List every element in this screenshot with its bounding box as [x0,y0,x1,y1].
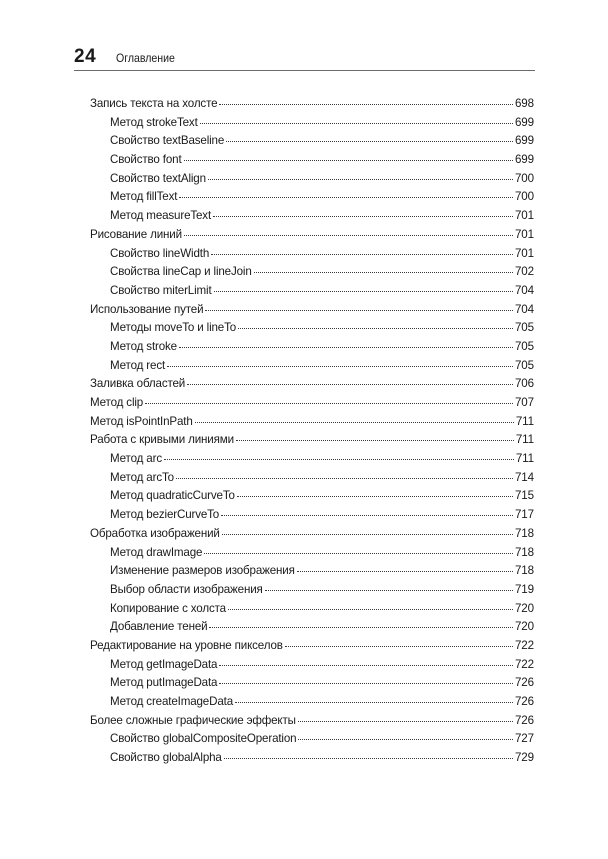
toc-entry-page-number: 717 [514,508,534,522]
dot-leader [297,570,513,572]
toc-entry-title: Копирование с холста [110,601,226,615]
toc-entry-title: Метод drawImage [110,545,203,559]
dot-leader [164,458,514,460]
toc-subsection-entry [90,245,534,264]
dot-leader [145,402,513,404]
toc-entry-page-number: 729 [514,751,534,765]
dot-leader [265,589,513,591]
toc-subsection-entry [90,263,534,282]
toc-entry-page-number: 701 [514,246,534,260]
toc-entry-title: Метод createImageData [110,695,233,708]
dot-leader [298,738,512,740]
dot-leader [167,365,513,367]
toc-entry-page-number: 718 [514,526,534,540]
toc-entry-page-number: 698 [514,97,534,110]
toc-entry-page-number: 711 [515,452,534,466]
toc-entry-page-number: 714 [514,470,534,484]
toc-entry-title: Рисование линий [90,227,182,241]
toc-subsection-entry [90,282,534,301]
header-divider [74,70,535,71]
toc-subsection-entry [90,319,534,338]
toc-entry-title: Свойство lineWidth [110,246,210,260]
toc-subsection-entry [90,618,534,637]
toc-entry-title: Метод strokeText [110,115,198,129]
toc-entry-page-number: 705 [514,321,534,335]
toc-subsection-entry [90,132,534,151]
dot-leader [184,234,513,236]
dot-leader [237,495,513,497]
toc-subsection-entry [90,693,534,712]
toc-entry-page-number: 704 [514,283,534,297]
dot-leader [238,327,513,329]
toc-entry-title: Обработка изображений [90,526,220,540]
toc-entry-title: Работа с кривыми линиями [90,433,234,447]
dot-leader [285,645,513,647]
toc-subsection-entry [90,207,534,226]
toc-entry-title: Добавление теней [110,620,208,634]
dot-leader [176,477,513,479]
toc-subsection-entry [90,487,534,506]
dot-leader [208,178,513,180]
toc-entry-page-number: 702 [514,265,534,279]
toc-section-entry [90,394,534,413]
toc-subsection-entry [90,170,534,189]
toc-section-entry [90,637,534,656]
toc-subsection-entry [90,188,534,207]
toc-entry-page-number: 705 [514,358,534,372]
toc-entry-page-number: 706 [514,377,534,391]
toc-subsection-entry [90,674,534,693]
page-number: 24 [74,46,97,67]
dot-leader [224,757,513,759]
dot-leader [298,720,513,722]
dot-leader [184,159,513,161]
dot-leader [214,290,513,292]
dot-leader [219,682,513,684]
toc-section-entry [90,431,534,450]
toc-subsection-entry [90,656,534,675]
dot-leader [187,383,513,385]
dot-leader [226,140,513,142]
toc-entry-page-number: 699 [514,153,534,167]
toc-entry-page-number: 722 [514,638,534,652]
toc-subsection-entry [90,581,534,600]
toc-subsection-entry [90,749,534,768]
toc-entry-page-number: 715 [514,489,534,503]
dot-leader [254,271,513,273]
toc-subsection-entry [90,544,534,563]
toc-subsection-entry [90,730,534,749]
toc-subsection-entry [90,450,534,469]
dot-leader [195,421,514,423]
toc-subsection-entry [90,506,534,525]
toc-entry-page-number: 701 [514,227,534,241]
toc-entry-page-number: 711 [515,414,534,428]
toc-section-entry [90,525,534,544]
page-header [74,44,534,72]
toc-entry-title: Метод isPointInPath [90,414,193,428]
toc-entry-title: Более сложные графические эффекты [90,713,296,727]
toc-entry-page-number: 720 [514,620,534,634]
toc-entry-title: Методы moveTo и lineTo [110,321,237,335]
toc-subsection-entry [90,357,534,376]
toc-entry-title: Метод arc [110,452,162,466]
toc-entry-page-number: 700 [514,190,534,204]
toc-entry-title: Свойство font [110,153,182,167]
dot-leader [219,103,513,105]
dot-leader [205,309,513,311]
dot-leader [219,664,513,666]
toc-entry-page-number: 699 [514,115,534,129]
toc-entry-title: Метод getImageData [110,657,218,671]
toc-entry-title: Метод clip [90,396,144,409]
toc-entry-page-number: 718 [514,564,534,578]
dot-leader [179,196,513,198]
dot-leader [211,253,513,255]
toc-entry-title: Свойство globalCompositeOperation [110,732,297,746]
toc-entry-title: Свойство miterLimit [110,283,212,297]
toc-subsection-entry [90,151,534,170]
toc-entry-page-number: 704 [514,302,534,316]
toc-entry-page-number: 719 [514,582,534,596]
toc-entry-title: Метод fillText [110,190,178,204]
toc-section-entry [90,375,534,394]
toc-entry-title: Метод stroke [110,339,177,353]
toc-entry-page-number: 711 [515,433,534,447]
toc-entry-page-number: 705 [514,339,534,353]
toc-entry-page-number: 707 [514,396,534,409]
toc-section-entry [90,95,534,114]
toc-subsection-entry [90,600,534,619]
toc-entry-title: Метод rect [110,358,166,372]
toc-subsection-entry [90,562,534,581]
toc-section-entry [90,413,534,432]
toc-section-entry [90,301,534,320]
toc-entry-page-number: 726 [514,713,534,727]
dot-leader [213,215,513,217]
dot-leader [236,439,514,441]
toc-entry-page-number: 726 [514,695,534,708]
toc-entry-title: Свойство globalAlpha [110,751,222,765]
toc-entry-title: Запись текста на холсте [90,97,218,110]
toc-entry-page-number: 699 [514,134,534,148]
toc-entry-title: Редактирование на уровне пикселов [90,638,283,652]
toc-entry-title: Свойства lineCap и lineJoin [110,265,252,279]
toc-entry-page-number: 720 [514,601,534,615]
toc-entry-title: Свойство textBaseline [110,134,225,148]
dot-leader [200,122,513,124]
toc-entry-page-number: 701 [514,209,534,223]
toc-entry-page-number: 722 [514,657,534,671]
dot-leader [221,514,513,516]
toc-entry-title: Метод bezierCurveTo [110,508,220,522]
toc-entry-title: Выбор области изображения [110,582,263,596]
running-title: Оглавление [116,51,175,65]
dot-leader [222,533,513,535]
toc-entry-title: Использование путей [90,302,204,316]
toc-entry-title: Метод measureText [110,209,212,223]
toc-entry-title: Изменение размеров изображения [110,564,295,578]
toc-entry-title: Заливка областей [90,377,186,391]
toc-entry-page-number: 700 [514,171,534,185]
dot-leader [235,701,513,703]
table-of-contents [90,95,534,768]
toc-entry-title: Метод quadraticCurveTo [110,489,235,503]
dot-leader [209,626,512,628]
toc-section-entry [90,226,534,245]
dot-leader [204,552,513,554]
toc-entry-page-number: 727 [514,732,534,746]
toc-entry-title: Метод arcTo [110,470,174,484]
toc-subsection-entry [90,338,534,357]
toc-subsection-entry [90,114,534,133]
toc-subsection-entry [90,469,534,488]
toc-entry-page-number: 718 [514,545,534,559]
toc-section-entry [90,712,534,731]
toc-entry-title: Метод putImageData [110,676,218,690]
toc-entry-title: Свойство textAlign [110,171,206,185]
dot-leader [228,608,513,610]
dot-leader [179,346,513,348]
toc-entry-page-number: 726 [514,676,534,690]
